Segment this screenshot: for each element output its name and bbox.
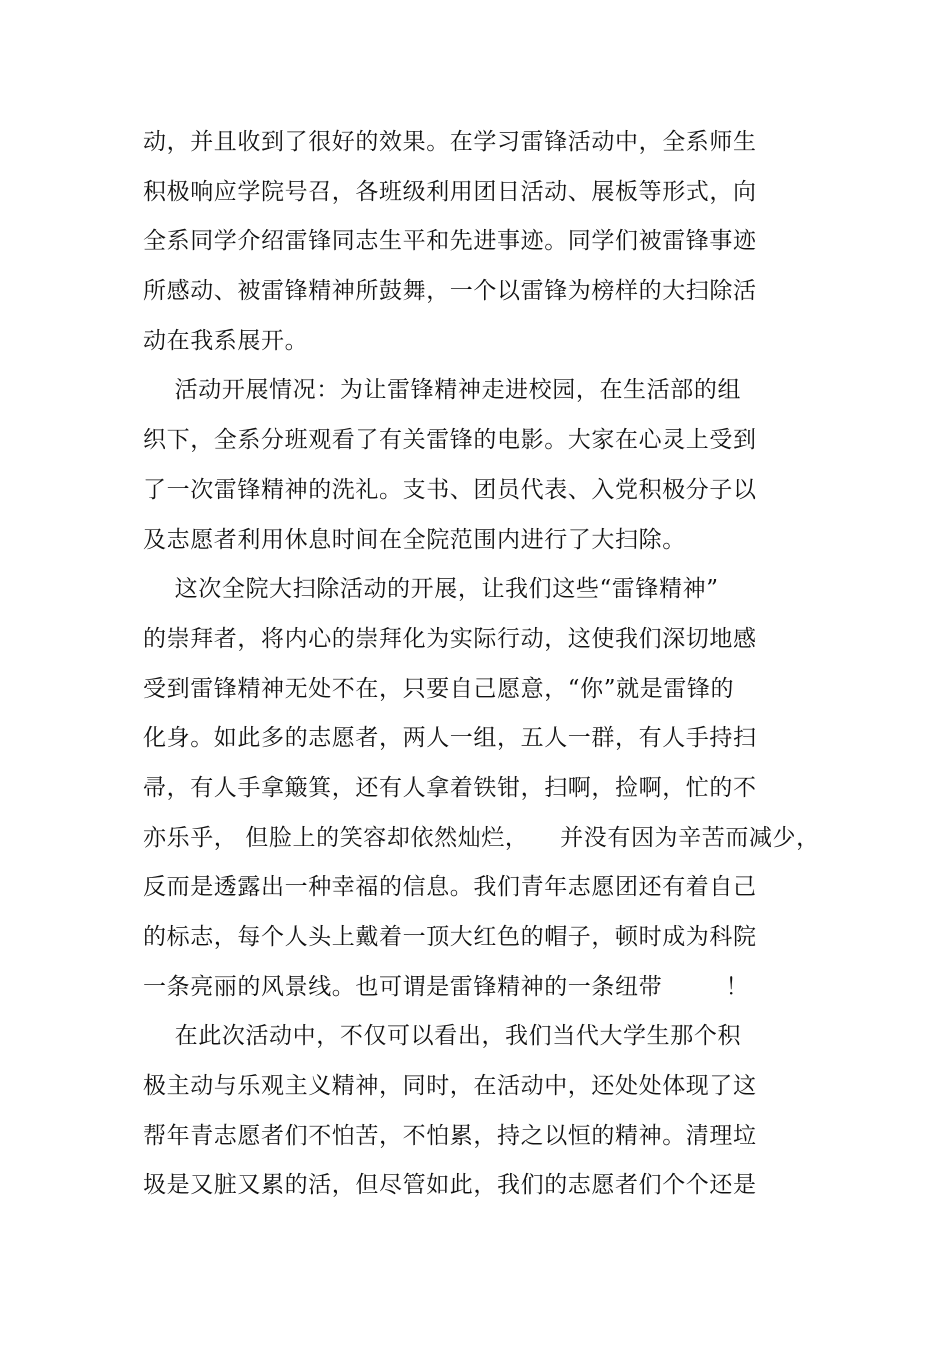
text-line: 一条亮丽的风景线。也可谓是雷锋精神的一条纽带 ！: [143, 973, 750, 1000]
text-line: 动在我系展开。: [143, 327, 309, 354]
text-line: 在此次活动中，不仅可以看出，我们当代大学生那个积: [143, 1023, 742, 1050]
text-line: 化身。如此多的志愿者，两人一组，五人一群，有人手持扫: [143, 725, 757, 752]
text-line: 动，并且收到了很好的效果。在学习雷锋活动中，全系师生: [143, 129, 757, 155]
text-line: 积极响应学院号召，各班级利用团日活动、展板等形式，向: [143, 178, 757, 205]
text-line: 全系同学介绍雷锋同志生平和先进事迹。同学们被雷锋事迹: [143, 228, 757, 255]
text-line: 的崇拜者，将内心的崇拜化为实际行动，这使我们深切地感: [143, 625, 757, 652]
text-line: 所感动、被雷锋精神所鼓舞，一个以雷锋为榜样的大扫除活: [143, 278, 757, 305]
text-line: 及志愿者利用休息时间在全院范围内进行了大扫除。: [143, 526, 686, 553]
text-line: 圾是又脏又累的活，但尽管如此，我们的志愿者们个个还是: [143, 1172, 757, 1199]
body-text: [143, 118, 820, 1211]
text-line: 帮年青志愿者们不怕苦，不怕累，持之以恒的精神。清理垃: [143, 1122, 757, 1149]
text-line: 这次全院大扫除活动的开展，让我们这些“雷锋精神”: [143, 576, 719, 603]
text-line: 极主动与乐观主义精神，同时，在活动中，还处处体现了这: [143, 1073, 757, 1100]
text-line: 受到雷锋精神无处不在，只要自己愿意，“你”就是雷锋的: [143, 675, 735, 702]
text-line: 织下，全系分班观看了有关雷锋的电影。大家在心灵上受到: [143, 427, 757, 454]
text-line: 帚，有人手拿簸箕，还有人拿着铁钳，扫啊，捡啊，忙的不: [143, 774, 757, 801]
text-line: 活动开展情况：为让雷锋精神走进校园，在生活部的组: [143, 377, 742, 404]
text-line: 的标志，每个人头上戴着一顶大红色的帽子，顿时成为科院: [143, 924, 757, 950]
text-line: 了一次雷锋精神的洗礼。支书、团员代表、入党积极分子以: [143, 476, 757, 503]
text-line: 反而是透露出一种幸福的信息。我们青年志愿团还有着自己: [143, 874, 757, 901]
text-line: 亦乐乎， 但脸上的笑容却依然灿烂， 并没有因为辛苦而减少，: [143, 824, 820, 851]
